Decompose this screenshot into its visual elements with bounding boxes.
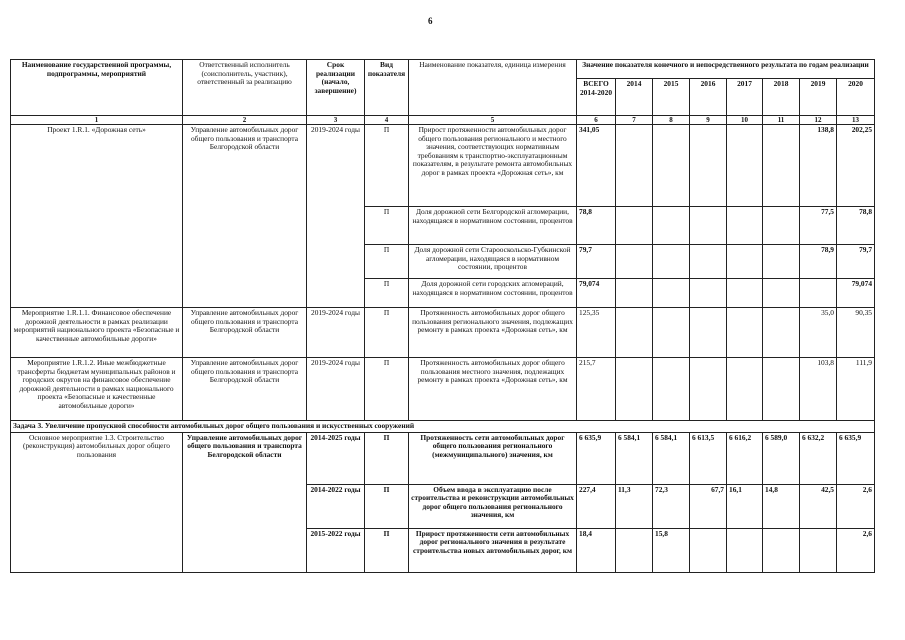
project-name: Проект 1.R.1. «Дорожная сеть» [11, 125, 183, 308]
value-cell: 6 635,9 [837, 432, 875, 484]
header-row [11, 60, 875, 79]
column-index: 5 [409, 116, 577, 125]
header-term: Срок реализации (начало, завершение) [307, 60, 365, 116]
value-cell [690, 245, 727, 279]
value-cell: 202,25 [837, 125, 875, 207]
indicator-name: Доля дорожной сети Белгородской агломерации, находящаяся в нормативном состоянии, процентов [409, 207, 577, 245]
value-total: 341,05 [577, 125, 616, 207]
value-cell [763, 358, 800, 421]
value-cell [763, 279, 800, 308]
header-year: 2016 [690, 79, 727, 116]
value-cell [616, 207, 653, 245]
measure-name: Мероприятие 1.R.1.1. Финансовое обеспечение дорожной деятельности в рамках реализации мероприятий национального проекта «Безопасные и качественные автомобильные дороги» [11, 308, 183, 358]
indicator-term: 2014-2022 годы [307, 484, 365, 528]
indicator-name: Протяженность автомобильных дорог общего пользования местного значения, подлежащих ремонту в рамках проекта «Дорожная сеть», км [409, 358, 577, 421]
header-type: Вид показателя [365, 60, 409, 116]
measure-name: Мероприятие 1.R.1.2. Иные межбюджетные трансферты бюджетам муниципальных районов и городских округов на финансовое обеспечение дорожной деятельности в рамках национального проекта «Безопасные и качественные автомобильные дороги» [11, 358, 183, 421]
value-cell [727, 308, 763, 358]
table-row [11, 358, 875, 421]
value-cell: 79,074 [837, 279, 875, 308]
header-executor: Ответственный исполнитель (соисполнитель, участник), ответственный за реализацию [183, 60, 307, 116]
header-year: 2014 [616, 79, 653, 116]
value-cell [800, 279, 837, 308]
column-index: 7 [616, 116, 653, 125]
value-total: 79,074 [577, 279, 616, 308]
indicator-type: П [365, 245, 409, 279]
value-cell [763, 125, 800, 207]
value-total: 18,4 [577, 528, 616, 572]
value-cell: 90,35 [837, 308, 875, 358]
value-cell: 78,8 [837, 207, 875, 245]
value-cell [763, 207, 800, 245]
value-total: 79,7 [577, 245, 616, 279]
value-cell [800, 528, 837, 572]
value-cell: 6 616,2 [727, 432, 763, 484]
value-cell: 16,1 [727, 484, 763, 528]
value-cell: 6 589,0 [763, 432, 800, 484]
value-cell [616, 308, 653, 358]
column-index: 3 [307, 116, 365, 125]
task-title: Задача 3. Увеличение пропускной способности автомобильных дорог общего пользования и искусственных сооружений [11, 421, 875, 433]
value-cell [653, 308, 690, 358]
value-cell: 79,7 [837, 245, 875, 279]
header-year: 2018 [763, 79, 800, 116]
value-cell [690, 358, 727, 421]
indicator-term: 2014-2025 годы [307, 432, 365, 484]
value-cell [690, 125, 727, 207]
value-cell [653, 358, 690, 421]
value-cell [616, 279, 653, 308]
value-cell [727, 207, 763, 245]
value-cell [690, 207, 727, 245]
header-indicator: Наименование показателя, единица измерения [409, 60, 577, 116]
header-year: 2020 [837, 79, 875, 116]
value-cell [727, 358, 763, 421]
indicator-type: П [365, 279, 409, 308]
table-row [11, 125, 875, 207]
indicators-table [10, 59, 875, 573]
column-index: 6 [577, 116, 616, 125]
header-total: ВСЕГО 2014-2020 [577, 79, 616, 116]
value-cell: 138,8 [800, 125, 837, 207]
indicator-name: Доля дорожной сети городских агломераций, находящаяся в нормативном состоянии, процентов [409, 279, 577, 308]
value-cell: 2,6 [837, 484, 875, 528]
project-term: 2019-2024 годы [307, 125, 365, 308]
value-cell: 6 584,1 [616, 432, 653, 484]
value-cell: 15,8 [653, 528, 690, 572]
value-cell: 78,9 [800, 245, 837, 279]
column-index: 1 [11, 116, 183, 125]
indicator-type: П [365, 432, 409, 484]
page-number: 6 [428, 16, 433, 26]
value-cell: 11,3 [616, 484, 653, 528]
value-cell [616, 125, 653, 207]
indicator-name: Прирост протяженности сети автомобильных дорог регионального значения в результате строительства новых автомобильных дорог, км [409, 528, 577, 572]
value-cell: 6 584,1 [653, 432, 690, 484]
value-cell: 42,5 [800, 484, 837, 528]
column-index: 4 [365, 116, 409, 125]
indicator-type: П [365, 358, 409, 421]
measure-term: 2019-2024 годы [307, 308, 365, 358]
value-cell [727, 279, 763, 308]
value-total: 78,8 [577, 207, 616, 245]
value-total: 227,4 [577, 484, 616, 528]
value-cell [653, 125, 690, 207]
indicator-type: П [365, 484, 409, 528]
value-cell: 2,6 [837, 528, 875, 572]
main-measure-executor: Управление автомобильных дорог общего пользования и транспорта Белгородской области [183, 432, 307, 572]
column-index: 8 [653, 116, 690, 125]
column-index-row [11, 116, 875, 125]
column-index: 13 [837, 116, 875, 125]
indicator-name: Объем ввода в эксплуатацию после строительства и реконструкции автомобильных дорог общего пользования регионального значения, км [409, 484, 577, 528]
header-program: Наименование государственной программы, подпрограммы, мероприятий [11, 60, 183, 116]
value-cell [653, 279, 690, 308]
indicator-type: П [365, 207, 409, 245]
value-cell [616, 528, 653, 572]
value-cell [616, 358, 653, 421]
column-index: 11 [763, 116, 800, 125]
column-index: 10 [727, 116, 763, 125]
measure-term: 2019-2024 годы [307, 358, 365, 421]
column-index: 2 [183, 116, 307, 125]
value-cell [763, 308, 800, 358]
value-cell: 35,0 [800, 308, 837, 358]
header-year: 2019 [800, 79, 837, 116]
value-cell [653, 245, 690, 279]
value-cell [763, 528, 800, 572]
value-cell [690, 279, 727, 308]
value-cell: 72,3 [653, 484, 690, 528]
value-cell [727, 528, 763, 572]
value-total: 125,35 [577, 308, 616, 358]
value-cell [763, 245, 800, 279]
column-index: 12 [800, 116, 837, 125]
indicator-name: Доля дорожной сети Старооскольско-Губкинской агломерации, находящаяся в нормативном состоянии, процентов [409, 245, 577, 279]
indicator-name: Протяженность автомобильных дорог общего пользования регионального значения, подлежащих ремонту в рамках проекта «Дорожная сеть», км [409, 308, 577, 358]
table-row [11, 308, 875, 358]
measure-executor: Управление автомобильных дорог общего пользования и транспорта Белгородской области [183, 308, 307, 358]
value-cell: 6 613,5 [690, 432, 727, 484]
indicator-type: П [365, 125, 409, 207]
indicator-term: 2015-2022 годы [307, 528, 365, 572]
value-cell [727, 245, 763, 279]
measure-executor: Управление автомобильных дорог общего пользования и транспорта Белгородской области [183, 358, 307, 421]
main-measure-name: Основное мероприятие 1.3. Строительство (реконструкция) автомобильных дорог общего пользования [11, 432, 183, 572]
header-year: 2017 [727, 79, 763, 116]
header-year: 2015 [653, 79, 690, 116]
header-values-group: Значение показателя конечного и непосредственного результата по годам реализации [577, 60, 875, 79]
value-cell [690, 308, 727, 358]
value-cell: 14,8 [763, 484, 800, 528]
task-row [11, 421, 875, 433]
indicator-type: П [365, 528, 409, 572]
value-cell [616, 245, 653, 279]
value-cell [690, 528, 727, 572]
indicator-type: П [365, 308, 409, 358]
indicator-name: Прирост протяженности автомобильных дорог общего пользования регионального и местного значения, соответствующих нормативным требованиям к транспортно-эксплуатационным показателям, в результате ремонта автомобильных дорог в рамках проекта «Дорожная сеть», км [409, 125, 577, 207]
value-cell [727, 125, 763, 207]
value-cell: 77,5 [800, 207, 837, 245]
value-total: 215,7 [577, 358, 616, 421]
value-cell: 6 632,2 [800, 432, 837, 484]
indicator-name: Протяженность сети автомобильных дорог общего пользования регионального (межмуниципального) значения, км [409, 432, 577, 484]
value-total: 6 635,9 [577, 432, 616, 484]
value-cell: 67,7 [690, 484, 727, 528]
project-executor: Управление автомобильных дорог общего пользования и транспорта Белгородской области [183, 125, 307, 308]
value-cell: 103,8 [800, 358, 837, 421]
value-cell [653, 207, 690, 245]
column-index: 9 [690, 116, 727, 125]
value-cell: 111,9 [837, 358, 875, 421]
table-row [11, 432, 875, 484]
